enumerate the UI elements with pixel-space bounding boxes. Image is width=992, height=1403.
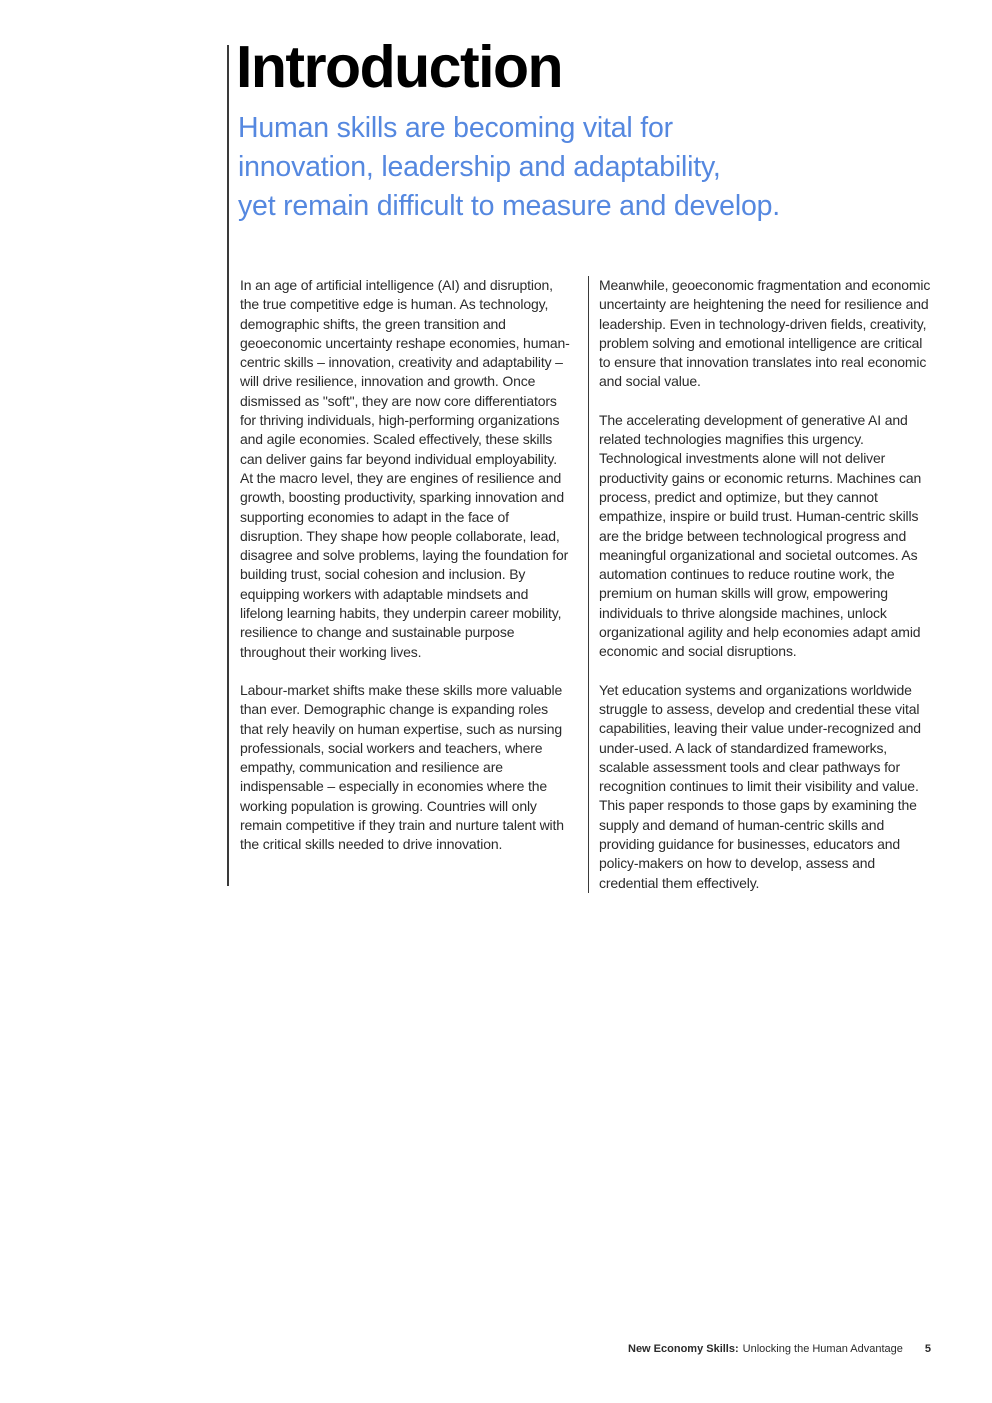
- paragraph: The accelerating development of generative AI and related technologies magnifies this urgency. Technological investments alone will not deliver productivity gains or economic returns. Machines can process, predict and optimize, but they cannot empathize, inspire or build trust. Human-centric skills are the bridge between technological progress and meaningful organizational and societal outcomes. As automation continues to reduce routine work, the premium on human skills will grow, empowering individuals to thrive alongside machines, unlock organizational agility and help economies adapt amid economic and social disruptions.: [599, 411, 922, 660]
- subtitle-line: yet remain difficult to measure and develop.: [238, 190, 780, 222]
- paragraph: Labour-market shifts make these skills more valuable than ever. Demographic change is expanding roles that rely heavily on human expertise, such as nursing professionals, social workers and teachers, where empathy, communication and resilience are indispensable – especially in economies where the working population is growing. Countries will only remain competitive if they train and nurture talent with the critical skills needed to drive innovation.: [240, 681, 564, 853]
- footer-report-name: New Economy Skills:: [628, 1343, 739, 1355]
- right-column: [599, 276, 932, 893]
- page-footer: [628, 1343, 931, 1355]
- title-left-rule: [227, 45, 229, 886]
- footer-page-number: 5: [924, 1343, 931, 1355]
- paragraph: In an age of artificial intelligence (AI) and disruption, the true competitive edge is human. As technology, demographic shifts, the green transition and geoeconomic uncertainty reshape economies, human-centric skills – innovation, creativity and adaptability – will drive resilience, innovation and growth. Once dismissed as "soft", they are now core differentiators for thriving individuals, high-performing organizations and agile economies. Scaled effectively, these skills can deliver gains far beyond individual employability. At the macro level, they are engines of resilience and growth, boosting productivity, sparking innovation and supporting economies to adapt in the face of disruption. They shape how people collaborate, lead, disagree and solve problems, laying the foundation for building trust, social cohesion and inclusion. By equipping workers with adaptable mindsets and lifelong learning habits, they underpin career mobility, resilience to change and sustainable purpose throughout their working lives.: [240, 277, 570, 660]
- page-title: Introduction: [236, 34, 563, 100]
- column-divider-rule: [588, 276, 589, 893]
- subtitle-line: Human skills are becoming vital for: [238, 112, 673, 144]
- page-subtitle: [238, 109, 780, 226]
- subtitle-line: innovation, leadership and adaptability,: [238, 151, 721, 183]
- footer-report-subtitle: Unlocking the Human Advantage: [742, 1343, 903, 1355]
- body-columns: [240, 276, 932, 893]
- paragraph: Meanwhile, geoeconomic fragmentation and economic uncertainty are heightening the need for resilience and leadership. Even in technology-driven fields, creativity, problem solving and emotional intelligence are critical to ensure that innovation translates into real economic and social value.: [599, 277, 931, 390]
- left-column: [240, 276, 572, 893]
- paragraph: Yet education systems and organizations worldwide struggle to assess, develop and credential these vital capabilities, leaving their value under-recognized and under-used. A lack of standardized frameworks, scalable assessment tools and clear pathways for recognition continues to limit their visibility and value. This paper responds to those gaps by examining the supply and demand of human-centric skills and providing guidance for businesses, educators and policy-makers on how to develop, assess and credential them effectively.: [599, 681, 921, 891]
